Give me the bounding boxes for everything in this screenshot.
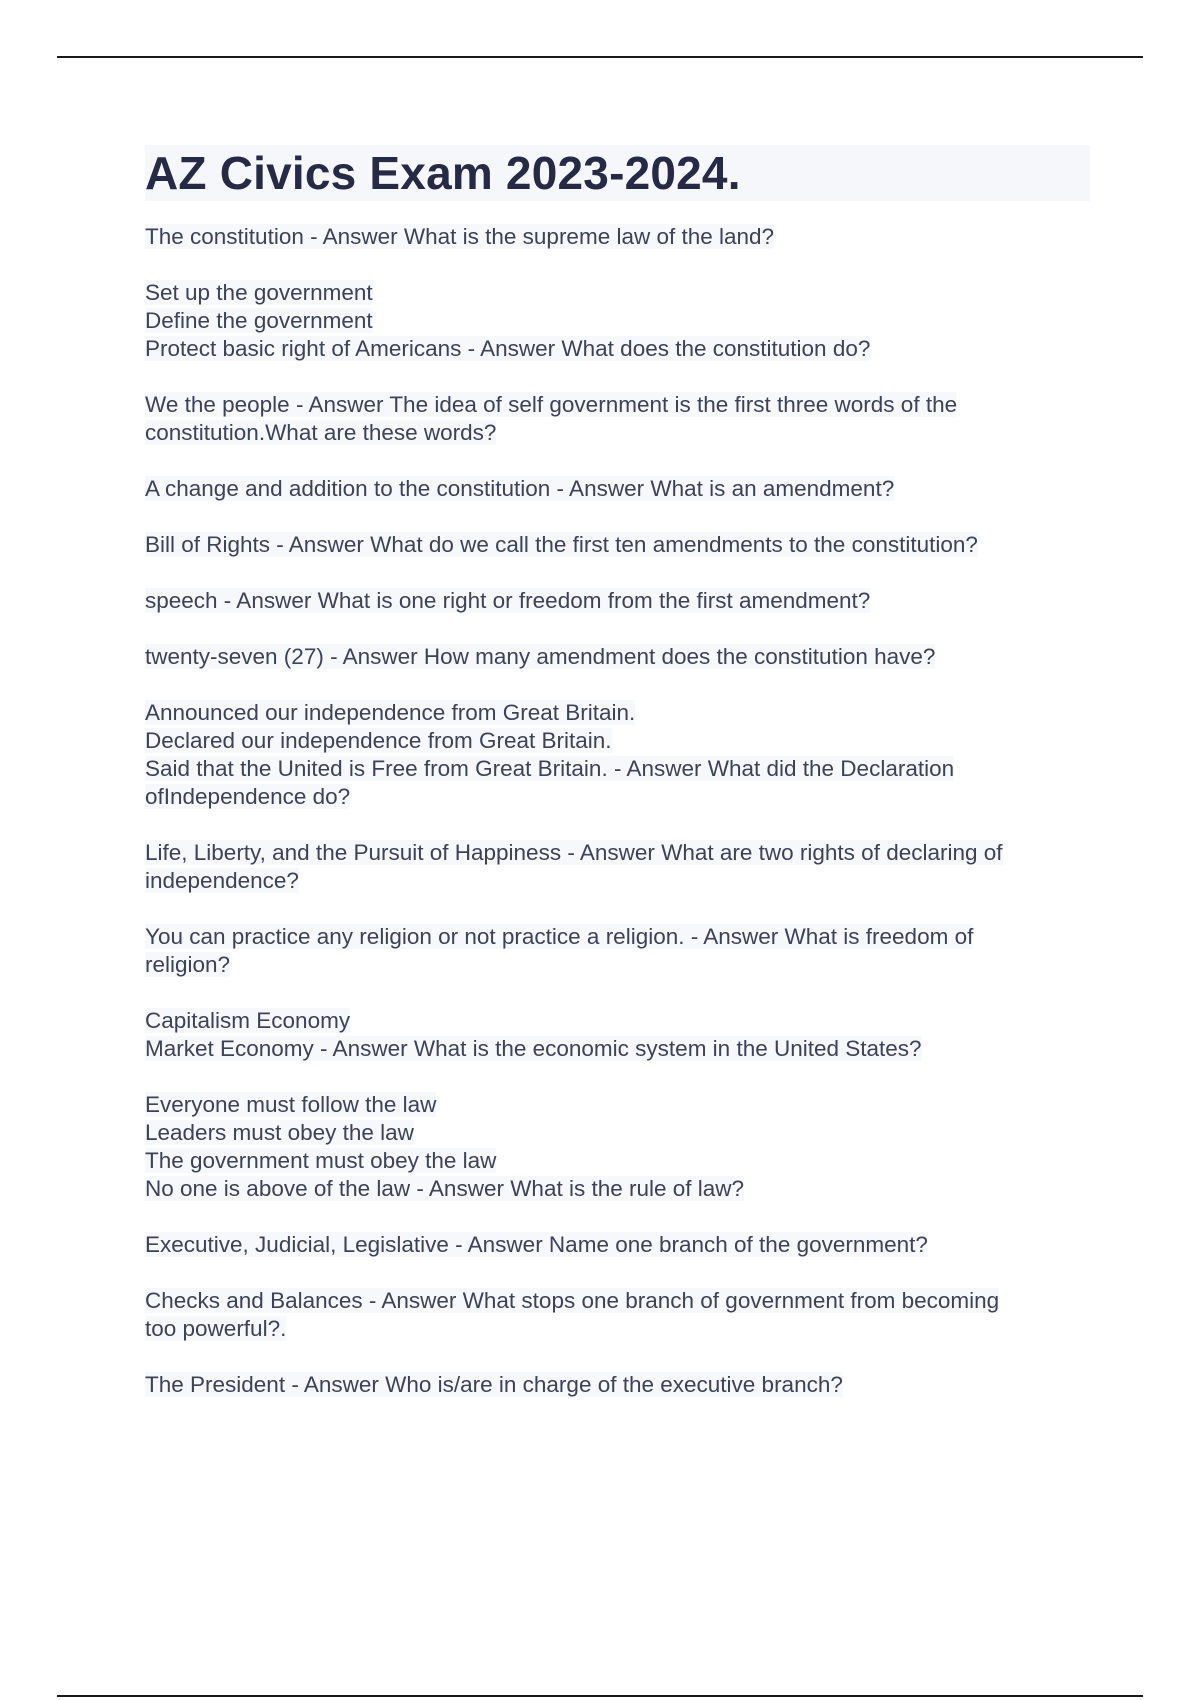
qa-entry-4: [145, 475, 1090, 503]
qa-line: religion?: [145, 952, 231, 977]
document-body: [145, 145, 1090, 1427]
qa-entry-12: [145, 1091, 1090, 1203]
qa-line: independence?: [145, 868, 299, 893]
qa-line: Checks and Balances - Answer What stops one branch of government from becoming: [145, 1288, 1000, 1313]
qa-line: ofIndependence do?: [145, 784, 351, 809]
qa-entry-2: [145, 279, 1090, 363]
qa-line: speech - Answer What is one right or freedom from the first amendment?: [145, 588, 871, 613]
qa-line: The government must obey the law: [145, 1148, 497, 1173]
qa-entry-5: [145, 531, 1090, 559]
qa-line: The President - Answer Who is/are in charge of the executive branch?: [145, 1372, 843, 1397]
qa-entry-7: [145, 643, 1090, 671]
qa-line: Said that the United is Free from Great Britain. - Answer What did the Declaration: [145, 756, 955, 781]
qa-line: Market Economy - Answer What is the economic system in the United States?: [145, 1036, 922, 1061]
page-title: AZ Civics Exam 2023-2024.: [145, 145, 1090, 201]
bottom-rule: [57, 1695, 1143, 1697]
qa-line: Leaders must obey the law: [145, 1120, 414, 1145]
qa-entry-1: [145, 223, 1090, 251]
top-rule: [57, 56, 1143, 58]
qa-line: Define the government: [145, 308, 373, 333]
qa-entry-6: [145, 587, 1090, 615]
qa-line: We the people - Answer The idea of self government is the first three words of the: [145, 392, 958, 417]
qa-line: Everyone must follow the law: [145, 1092, 437, 1117]
qa-line: twenty-seven (27) - Answer How many amendment does the constitution have?: [145, 644, 936, 669]
qa-line: You can practice any religion or not practice a religion. - Answer What is freedom of: [145, 924, 974, 949]
qa-entry-11: [145, 1007, 1090, 1063]
qa-line: Protect basic right of Americans - Answer What does the constitution do?: [145, 336, 871, 361]
qa-line: A change and addition to the constitution - Answer What is an amendment?: [145, 476, 895, 501]
qa-entry-3: [145, 391, 1090, 447]
qa-entry-14: [145, 1287, 1090, 1343]
qa-entry-9: [145, 839, 1090, 895]
qa-line: Bill of Rights - Answer What do we call the first ten amendments to the constitution?: [145, 532, 978, 557]
qa-entry-13: [145, 1231, 1090, 1259]
qa-line: Declared our independence from Great Britain.: [145, 728, 612, 753]
qa-line: Executive, Judicial, Legislative - Answer Name one branch of the government?: [145, 1232, 928, 1257]
qa-line: too powerful?.: [145, 1316, 287, 1341]
qa-entry-15: [145, 1371, 1090, 1399]
qa-entry-10: [145, 923, 1090, 979]
qa-line: No one is above of the law - Answer What is the rule of law?: [145, 1176, 745, 1201]
qa-line: Life, Liberty, and the Pursuit of Happiness - Answer What are two rights of declaring of: [145, 840, 1003, 865]
qa-line: Announced our independence from Great Britain.: [145, 700, 636, 725]
qa-line: Set up the government: [145, 280, 373, 305]
qa-entry-8: [145, 699, 1090, 811]
qa-line: The constitution - Answer What is the supreme law of the land?: [145, 224, 775, 249]
qa-line: constitution.What are these words?: [145, 420, 497, 445]
qa-line: Capitalism Economy: [145, 1008, 351, 1033]
